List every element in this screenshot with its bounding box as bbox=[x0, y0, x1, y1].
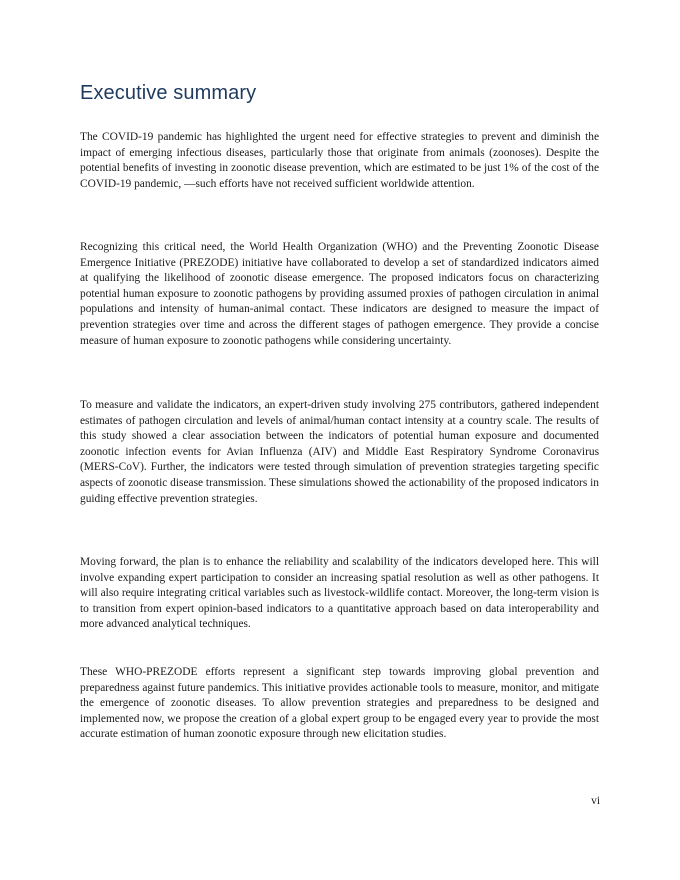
page-title: Executive summary bbox=[80, 82, 257, 104]
paragraph-covid-context: The COVID-19 pandemic has highlighted the urgent need for effective strategies to prevent and diminish the impact of emerging infectious diseases, particularly those that originate from animals (zoonoses). Despite the potential benefits of investing in zoonotic disease prevention, which are estimated to be just 1% of the cost of the COVID-19 pandemic, —such efforts have not received sufficient worldwide attention. bbox=[80, 131, 599, 190]
page-number: vi bbox=[591, 795, 600, 807]
paragraph-conclusion: These WHO-PREZODE efforts represent a significant step towards improving global prevention and preparedness against future pandemics. This initiative provides actionable tools to measure, monitor, and mitigate the emergence of zoonotic diseases. To allow prevention strategies and preparedness to be designed and implemented now, we propose the creation of a global expert group to be engaged every year to provide the most accurate estimation of human zoonotic exposure through new elicitation studies. bbox=[80, 666, 599, 741]
paragraph-expert-study: To measure and validate the indicators, an expert-driven study involving 275 contributors, gathered independent estimates of pathogen circulation and levels of animal/human contact intensity at a country scale. The results of this study showed a clear association between the indicators of potential human exposure and documented zoonotic infection events for Avian Influenza (AIV) and Middle East Respiratory Syndrome Coronavirus (MERS-CoV). Further, the indicators were tested through simulation of prevention strategies targeting specific aspects of zoonotic disease transmission. These simulations showed the actionability of the proposed indicators in guiding effective prevention strategies. bbox=[80, 399, 599, 505]
paragraph-moving-forward: Moving forward, the plan is to enhance the reliability and scalability of the indicators developed here. This will involve expanding expert participation to consider an increasing spatial resolution as well as other pathogens. It will also require integrating critical variables such as livestock-wildlife contact. Moreover, the long-term vision is to transition from expert opinion-based indicators to a quantitative approach based on data interoperability and more advanced analytical techniques. bbox=[80, 556, 599, 631]
paragraph-who-prezode-indicators: Recognizing this critical need, the World Health Organization (WHO) and the Preventing Zoonotic Disease Emergence Initiative (PREZODE) initiative have collaborated to develop a set of standardized indicators aimed at qualifying the likelihood of zoonotic disease emergence. The proposed indicators focus on characterizing potential human exposure to zoonotic pathogens by providing assumed proxies of pathogen circulation in animal populations and intensity of human-animal contact. These indicators are designed to measure the impact of prevention strategies over time and across the different stages of pathogen emergence. They provide a concise measure of human exposure to zoonotic pathogens while considering uncertainty. bbox=[80, 241, 599, 347]
